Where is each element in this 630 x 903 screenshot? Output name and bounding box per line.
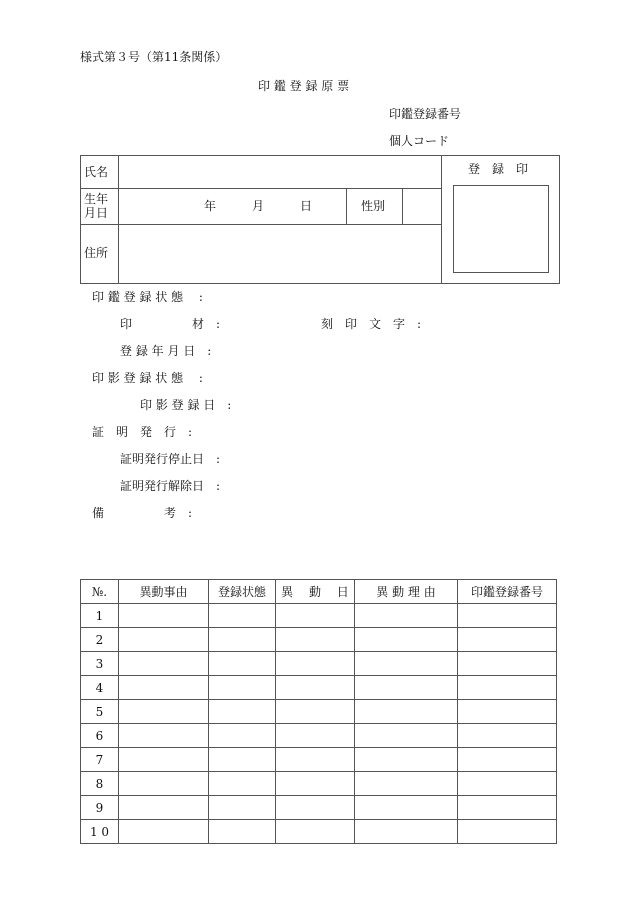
header-change-date: 異 動 日 xyxy=(276,580,355,604)
cell xyxy=(276,796,355,820)
cell xyxy=(458,724,557,748)
table-header xyxy=(81,580,557,604)
row-number: 3 xyxy=(81,652,119,676)
seal-box xyxy=(453,185,549,273)
cell xyxy=(355,796,458,820)
divider xyxy=(118,155,119,284)
header-change-reason: 異動事由 xyxy=(119,580,209,604)
cell xyxy=(209,676,276,700)
table-row xyxy=(81,772,557,796)
cell xyxy=(355,652,458,676)
table-row xyxy=(81,652,557,676)
cell xyxy=(209,604,276,628)
cell xyxy=(276,748,355,772)
birth-date-field: 年 月 日 xyxy=(204,199,313,213)
cert-stop-label: 証明発行停止日 : xyxy=(120,452,221,466)
cell xyxy=(458,700,557,724)
row-number: 8 xyxy=(81,772,119,796)
header-reg-status: 登録状態 xyxy=(209,580,276,604)
cell xyxy=(209,724,276,748)
table-row xyxy=(81,604,557,628)
seal-label: 登 録 印 xyxy=(468,162,529,176)
row-number: 1 xyxy=(81,604,119,628)
cell xyxy=(209,772,276,796)
table-row xyxy=(81,700,557,724)
material-label: 印 材 : xyxy=(120,317,221,331)
cell xyxy=(119,628,209,652)
cell xyxy=(209,700,276,724)
page-title: 印 鑑 登 録 原 票 xyxy=(258,79,350,93)
row-number: 9 xyxy=(81,796,119,820)
row-number: 6 xyxy=(81,724,119,748)
cell xyxy=(355,676,458,700)
cert-release-label: 証明発行解除日 : xyxy=(120,479,221,493)
name-label: 氏名 xyxy=(84,165,109,179)
divider xyxy=(441,155,442,284)
cell xyxy=(209,820,276,844)
cell xyxy=(355,724,458,748)
cell xyxy=(276,676,355,700)
divider xyxy=(402,188,403,224)
table-row xyxy=(81,676,557,700)
cell xyxy=(276,628,355,652)
reg-number-label: 印鑑登録番号 xyxy=(389,107,462,121)
history-table xyxy=(80,579,557,844)
personal-code-label: 個人コード xyxy=(389,134,450,148)
header-change-cause: 異 動 理 由 xyxy=(355,580,458,604)
table-row xyxy=(81,748,557,772)
cell xyxy=(119,604,209,628)
cell xyxy=(355,748,458,772)
cell xyxy=(458,796,557,820)
cell xyxy=(119,820,209,844)
cell xyxy=(458,748,557,772)
cell xyxy=(355,628,458,652)
cell xyxy=(119,772,209,796)
form-number: 様式第３号（第11条関係） xyxy=(80,50,228,64)
cell xyxy=(209,652,276,676)
cell xyxy=(355,700,458,724)
reg-date-label: 登 録 年 月 日 : xyxy=(120,344,212,358)
row-number: 7 xyxy=(81,748,119,772)
cell xyxy=(119,724,209,748)
cell xyxy=(276,772,355,796)
table-row xyxy=(81,796,557,820)
table-row xyxy=(81,628,557,652)
imprint-date-label: 印 影 登 録 日 : xyxy=(140,398,232,412)
engraving-label: 刻 印 文 字 : xyxy=(321,317,422,331)
cell xyxy=(276,820,355,844)
cell xyxy=(209,628,276,652)
cell xyxy=(458,676,557,700)
cell xyxy=(276,724,355,748)
birth-label: 生年 月日 xyxy=(84,192,109,220)
row-number: 4 xyxy=(81,676,119,700)
cell xyxy=(458,604,557,628)
cell xyxy=(276,700,355,724)
cell xyxy=(355,772,458,796)
header-seal-reg-number: 印鑑登録番号 xyxy=(458,580,557,604)
cell xyxy=(119,700,209,724)
row-number: 1 0 xyxy=(81,820,119,844)
table-row xyxy=(81,820,557,844)
cell xyxy=(209,796,276,820)
sex-label: 性別 xyxy=(361,199,386,213)
cell xyxy=(276,652,355,676)
cell xyxy=(458,772,557,796)
cell xyxy=(458,652,557,676)
cell xyxy=(209,748,276,772)
cell xyxy=(355,820,458,844)
cert-label: 証 明 発 行 : xyxy=(92,425,193,439)
cell xyxy=(119,652,209,676)
remarks-label: 備 考 : xyxy=(92,506,193,520)
seal-status-label: 印 鑑 登 録 状 態 : xyxy=(92,290,203,304)
cell xyxy=(119,796,209,820)
table-row xyxy=(81,724,557,748)
divider xyxy=(346,188,347,224)
address-label: 住所 xyxy=(84,246,109,260)
imprint-status-label: 印 影 登 録 状 態 : xyxy=(92,371,203,385)
divider xyxy=(80,188,441,189)
cell xyxy=(119,748,209,772)
cell xyxy=(119,676,209,700)
cell xyxy=(458,628,557,652)
row-number: 2 xyxy=(81,628,119,652)
cell xyxy=(458,820,557,844)
row-number: 5 xyxy=(81,700,119,724)
divider xyxy=(80,224,441,225)
cell xyxy=(276,604,355,628)
header-number: №. xyxy=(81,580,119,604)
cell xyxy=(355,604,458,628)
